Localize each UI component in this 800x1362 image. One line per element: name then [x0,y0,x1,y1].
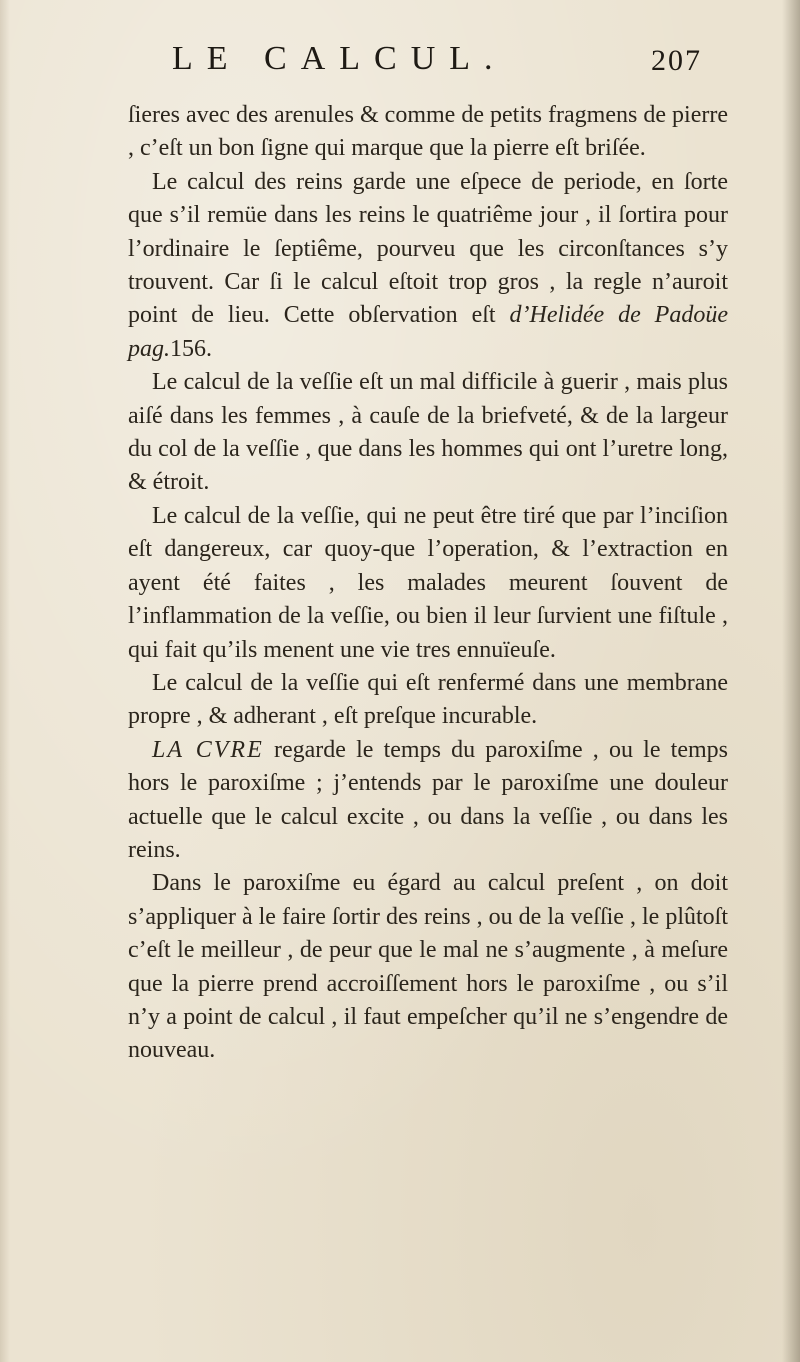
page-header [172,40,702,90]
page-gutter-shadow [0,0,10,1362]
cure-heading: LA CVRE [152,736,264,763]
page-number: 207 [651,44,702,77]
paragraph-kidney-stone-period [128,166,728,366]
body-text [128,99,728,1068]
paragraph-incision: Le calcul de la veſſie, qui ne peut être tiré que par l’inciſion eſt dangereux, car quoy-que l’operation, & l’extraction en ayent été faites , les malades meurent ſouvent de l’inflammation de la veſſie, ou bien il leur ſurvient une fiſtule , qui fait qu’ils menent une vie tres ennuïeuſe. [128,502,728,663]
paragraph-cure [128,734,728,868]
citation-page: 156. [170,335,212,362]
paragraph-paroxysm: Dans le paroxiſme eu égard au calcul preſent , on doit s’appliquer à le faire ſortir des reins , ou de la veſſie , le plûtoſt c’eſt le meilleur , de peur que le mal ne s’augmente , à meſure que la pierre prend accroiſſement hors le paroxiſme , ou s’il n’y a point de calcul , il faut empeſcher qu’il ne s’engendre de nouveau. [128,870,728,1064]
paragraph-bladder-stone: Le calcul de la veſſie eſt un mal difficile à guerir , mais plus aiſé dans les femmes , à cauſe de la briefveté, & de la largeur du col de la veſſie , que dans les hommes qui ont l’uretre long, & étroit. [128,369,728,496]
source-citation: d’Helidée de Padoüe pag. [128,302,728,362]
page-edge-shadow [782,0,800,1362]
paragraph-text: Le calcul des reins garde une eſpece de periode, en ſorte que s’il remüe dans les reins le quatriême jour , il ſortira pour l’ordinaire le ſeptiême, pourveu que les circonſtances s’y trouvent. Car ſi le calcul eſtoit trop gros , la regle n’auroit point de lieu. Cette obſervation eſt [128,168,728,329]
paragraph-membrane: Le calcul de la veſſie qui eſt renfermé dans une membrane propre , & adherant , eſt preſque incurable. [128,669,728,730]
paragraph-text: regarde le temps du paroxiſme , ou le temps hors le paroxiſme ; j’entends par le paroxiſme une douleur actuelle que le calcul excite , ou dans la veſſie , ou dans les reins. [128,736,729,863]
running-head: LE CALCUL. [172,40,507,77]
paragraph-continuation: ſieres avec des arenules & comme de petits fragmens de pierre , c’eſt un bon ſigne qui marque que la pierre eſt briſée. [128,102,728,162]
